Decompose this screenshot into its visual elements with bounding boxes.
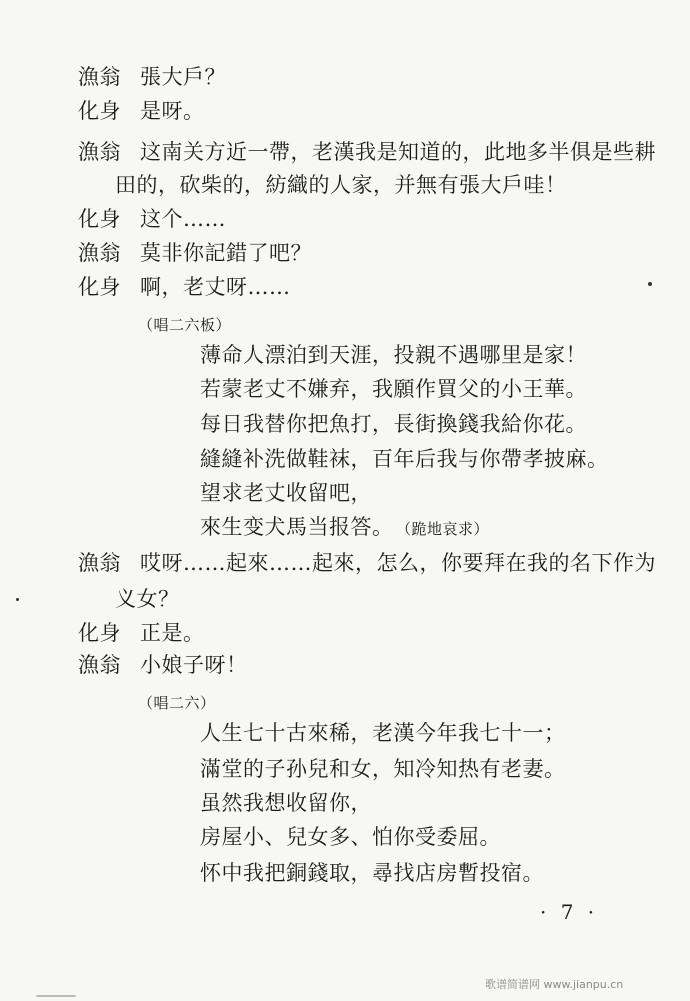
verse-text: 房屋小、兒女多、怕你受委屈。: [200, 825, 501, 849]
verse-text: 縫縫补洗做鞋袜，百年后我与你帶孝披麻。: [200, 447, 609, 471]
speaker: 化身: [78, 99, 121, 123]
speaker: 化身: [78, 207, 121, 231]
stage-text: （唱二六板）: [138, 316, 232, 334]
verse-line: [200, 790, 372, 816]
dialogue-text: 小娘子呀！: [140, 653, 248, 677]
verse-line: [200, 446, 609, 472]
dialogue-text: 張大戶？: [140, 65, 226, 89]
ink-speck: [648, 282, 652, 286]
verse-line: [200, 860, 544, 886]
dialogue-line: [78, 139, 656, 165]
speaker: 漁翁: [78, 140, 121, 164]
verse-text: 每日我替你把魚打，長街換錢我給你花。: [200, 412, 587, 436]
verse-line: [200, 824, 501, 850]
verse-text: 若蒙老丈不嫌弃，我願作買父的小王華。: [200, 377, 587, 401]
verse-text: 滿堂的子孙兒和女，知冷知热有老妻。: [200, 757, 566, 781]
verse-line: [200, 480, 372, 506]
speaker: 漁翁: [78, 653, 121, 677]
speaker: 化身: [78, 275, 121, 299]
dialogue-text: 啊，老丈呀……: [140, 275, 291, 299]
dialogue-text: 义女？: [115, 587, 180, 611]
verse-text: 怀中我把銅錢取，尋找店房暫投宿。: [200, 861, 544, 885]
verse-text: 薄命人漂泊到天涯，投親不遇哪里是家！: [200, 343, 587, 367]
ink-speck: [16, 598, 19, 601]
dialogue-line: [78, 550, 656, 576]
stage-direction: [138, 312, 231, 338]
speaker: 漁翁: [78, 551, 121, 575]
dialogue-continuation: [115, 172, 567, 198]
dialogue-line: [78, 652, 248, 678]
dialogue-text: 哎呀……起來……起來，怎么，你要拜在我的名下作为: [140, 551, 656, 575]
verse-text: 虽然我想收留你，: [200, 791, 372, 815]
dialogue-line: [78, 240, 312, 266]
dialogue-line: [78, 274, 291, 300]
verse-line: [200, 411, 587, 437]
verse-line: [200, 376, 587, 402]
dialogue-text: 是呀。: [140, 99, 205, 123]
dialogue-text: 这个……: [140, 207, 226, 231]
dialogue-continuation: [115, 586, 180, 612]
dialogue-text: 正是。: [140, 621, 205, 645]
dialogue-line: [78, 206, 226, 232]
verse-line: [200, 342, 587, 368]
verse-text: 望求老丈收留吧，: [200, 481, 372, 505]
watermark: 歌谱简谱网 www.jianpu.cn: [485, 978, 624, 991]
verse-text: 人生七十古來稀，老漢今年我七十一；: [200, 721, 566, 745]
speaker: 化身: [78, 621, 121, 645]
verse-text: 來生变犬馬当报答。: [200, 515, 394, 539]
ink-speck: [36, 995, 76, 997]
dialogue-line: [78, 98, 205, 124]
speaker: 漁翁: [78, 65, 121, 89]
dialogue-text: 这南关方近一帶，老漢我是知道的，此地多半俱是些耕: [140, 140, 656, 164]
dialogue-text: 莫非你記錯了吧？: [140, 241, 312, 265]
page-number: · 7 ·: [540, 900, 599, 924]
dialogue-line: [78, 620, 205, 646]
dialogue-text: 田的，砍柴的，紡織的人家，并無有張大戶哇！: [115, 173, 567, 197]
stage-direction: [138, 690, 216, 716]
stage-text: （唱二六）: [138, 694, 216, 712]
verse-line: [200, 514, 489, 542]
stage-text: （跪地哀求）: [403, 520, 490, 538]
speaker: 漁翁: [78, 241, 121, 265]
verse-line: [200, 720, 566, 746]
dialogue-line: [78, 64, 226, 90]
verse-line: [200, 756, 566, 782]
